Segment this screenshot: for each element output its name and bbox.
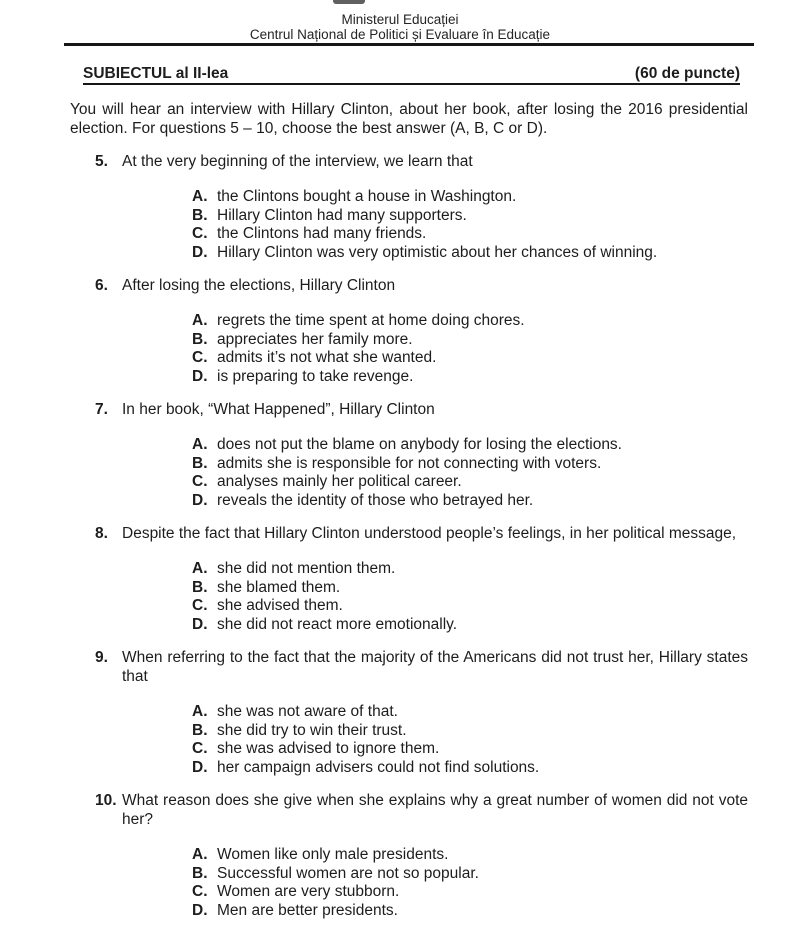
option-row bbox=[192, 455, 748, 474]
evaluation-center-line: Centrul Național de Politici și Evaluare în Educație bbox=[249, 26, 551, 42]
option-row bbox=[192, 846, 748, 865]
option-row bbox=[192, 560, 748, 579]
options-list bbox=[192, 312, 748, 386]
question-head bbox=[95, 524, 748, 543]
option-text: Successful women are not so popular. bbox=[217, 864, 479, 882]
option-row bbox=[192, 883, 748, 902]
scan-artifact bbox=[333, 0, 365, 4]
option-row bbox=[192, 722, 748, 741]
option-letter: D. bbox=[192, 758, 208, 776]
question-head bbox=[95, 648, 748, 686]
options-list bbox=[192, 846, 748, 920]
question-number: 7. bbox=[95, 401, 108, 418]
option-text: appreciates her family more. bbox=[217, 330, 413, 348]
option-letter: C. bbox=[192, 349, 208, 366]
question-number: 10. bbox=[95, 792, 117, 809]
options-list bbox=[192, 188, 748, 262]
option-letter: A. bbox=[192, 312, 208, 329]
options-list bbox=[192, 703, 748, 777]
option-text: she was not aware of that. bbox=[217, 703, 398, 720]
option-text: is preparing to take revenge. bbox=[217, 367, 414, 385]
option-letter: B. bbox=[192, 454, 208, 472]
question-item bbox=[95, 524, 748, 634]
header-divider bbox=[64, 43, 754, 46]
option-row bbox=[192, 331, 748, 350]
option-row bbox=[192, 740, 748, 759]
option-letter: D. bbox=[192, 491, 208, 509]
option-letter: D. bbox=[192, 367, 208, 385]
option-text: she did not react more emotionally. bbox=[217, 615, 458, 633]
ministry-line: Ministerul Educației bbox=[341, 12, 459, 27]
question-text: Despite the fact that Hillary Clinton understood people’s feelings, in her political message, bbox=[122, 525, 737, 542]
option-text: does not put the blame on anybody for losing the elections. bbox=[217, 436, 622, 453]
option-letter: C. bbox=[192, 883, 208, 900]
option-text: she did try to win their trust. bbox=[217, 721, 407, 739]
option-letter: B. bbox=[192, 578, 208, 596]
option-letter: B. bbox=[192, 206, 208, 224]
option-letter: D. bbox=[192, 615, 208, 633]
option-letter: B. bbox=[192, 864, 208, 882]
question-number: 5. bbox=[95, 153, 108, 170]
option-text: the Clintons bought a house in Washington. bbox=[217, 188, 517, 205]
question-head bbox=[95, 276, 748, 295]
option-row bbox=[192, 902, 748, 921]
option-letter: C. bbox=[192, 473, 208, 490]
question-head bbox=[95, 400, 748, 419]
option-row bbox=[192, 759, 748, 778]
question-item bbox=[95, 791, 748, 920]
question-item bbox=[95, 276, 748, 386]
question-text: What reason does she give when she explains why a great number of women did not vote her? bbox=[122, 792, 748, 828]
options-list bbox=[192, 436, 748, 510]
option-text: Hillary Clinton had many supporters. bbox=[217, 206, 467, 224]
option-text: her campaign advisers could not find solutions. bbox=[217, 758, 540, 776]
question-text: In her book, “What Happened”, Hillary Clinton bbox=[122, 401, 435, 418]
option-row bbox=[192, 865, 748, 884]
question-number: 6. bbox=[95, 277, 108, 294]
option-letter: B. bbox=[192, 330, 208, 348]
option-row bbox=[192, 579, 748, 598]
option-row bbox=[192, 225, 748, 244]
question-item bbox=[95, 648, 748, 777]
option-text: she advised them. bbox=[217, 597, 343, 614]
option-text: she was advised to ignore them. bbox=[217, 740, 440, 757]
option-row bbox=[192, 492, 748, 511]
option-text: analyses mainly her political career. bbox=[217, 473, 462, 490]
option-text: she blamed them. bbox=[217, 578, 341, 596]
option-row bbox=[192, 436, 748, 455]
option-row bbox=[192, 207, 748, 226]
option-text: admits it’s not what she wanted. bbox=[217, 349, 437, 366]
option-text: she did not mention them. bbox=[217, 560, 396, 577]
document-header bbox=[0, 0, 800, 42]
option-row bbox=[192, 368, 748, 387]
option-row bbox=[192, 312, 748, 331]
option-text: admits she is responsible for not connecting with voters. bbox=[217, 454, 602, 472]
option-row bbox=[192, 473, 748, 492]
option-row bbox=[192, 349, 748, 368]
question-head bbox=[95, 791, 748, 829]
subject-points: (60 de puncte) bbox=[634, 65, 740, 82]
question-item bbox=[95, 400, 748, 510]
question-text: At the very beginning of the interview, we learn that bbox=[122, 153, 473, 170]
question-head bbox=[95, 152, 748, 171]
option-text: reveals the identity of those who betrayed her. bbox=[217, 491, 534, 509]
option-row bbox=[192, 703, 748, 722]
option-text: Women like only male presidents. bbox=[217, 846, 449, 863]
question-item bbox=[95, 152, 748, 262]
option-row bbox=[192, 616, 748, 635]
subject-title: SUBIECTUL al II-lea bbox=[83, 65, 229, 82]
option-text: regrets the time spent at home doing chores. bbox=[217, 312, 525, 329]
options-list bbox=[192, 560, 748, 634]
option-letter: D. bbox=[192, 901, 208, 919]
option-letter: A. bbox=[192, 436, 208, 453]
option-letter: C. bbox=[192, 740, 208, 757]
questions-list bbox=[95, 152, 748, 920]
option-text: Hillary Clinton was very optimistic about her chances of winning. bbox=[217, 243, 658, 261]
option-letter: A. bbox=[192, 560, 208, 577]
option-letter: A. bbox=[192, 846, 208, 863]
option-letter: B. bbox=[192, 721, 208, 739]
question-number: 9. bbox=[95, 649, 108, 666]
option-row bbox=[192, 188, 748, 207]
subject-bar bbox=[83, 65, 740, 85]
question-text: When referring to the fact that the majority of the Americans did not trust her, Hillary states that bbox=[122, 649, 748, 685]
option-text: the Clintons had many friends. bbox=[217, 225, 427, 242]
task-instructions: You will hear an interview with Hillary Clinton, about her book, after losing the 2016 presidential election. For questions 5 – 10, choose the best answer (A, B, C or D). bbox=[70, 101, 748, 137]
question-number: 8. bbox=[95, 525, 108, 542]
option-letter: C. bbox=[192, 225, 208, 242]
option-row bbox=[192, 244, 748, 263]
option-letter: D. bbox=[192, 243, 208, 261]
option-letter: A. bbox=[192, 188, 208, 205]
option-letter: C. bbox=[192, 597, 208, 614]
option-row bbox=[192, 597, 748, 616]
option-text: Men are better presidents. bbox=[217, 901, 398, 919]
option-text: Women are very stubborn. bbox=[217, 883, 400, 900]
question-text: After losing the elections, Hillary Clinton bbox=[122, 277, 396, 294]
option-letter: A. bbox=[192, 703, 208, 720]
